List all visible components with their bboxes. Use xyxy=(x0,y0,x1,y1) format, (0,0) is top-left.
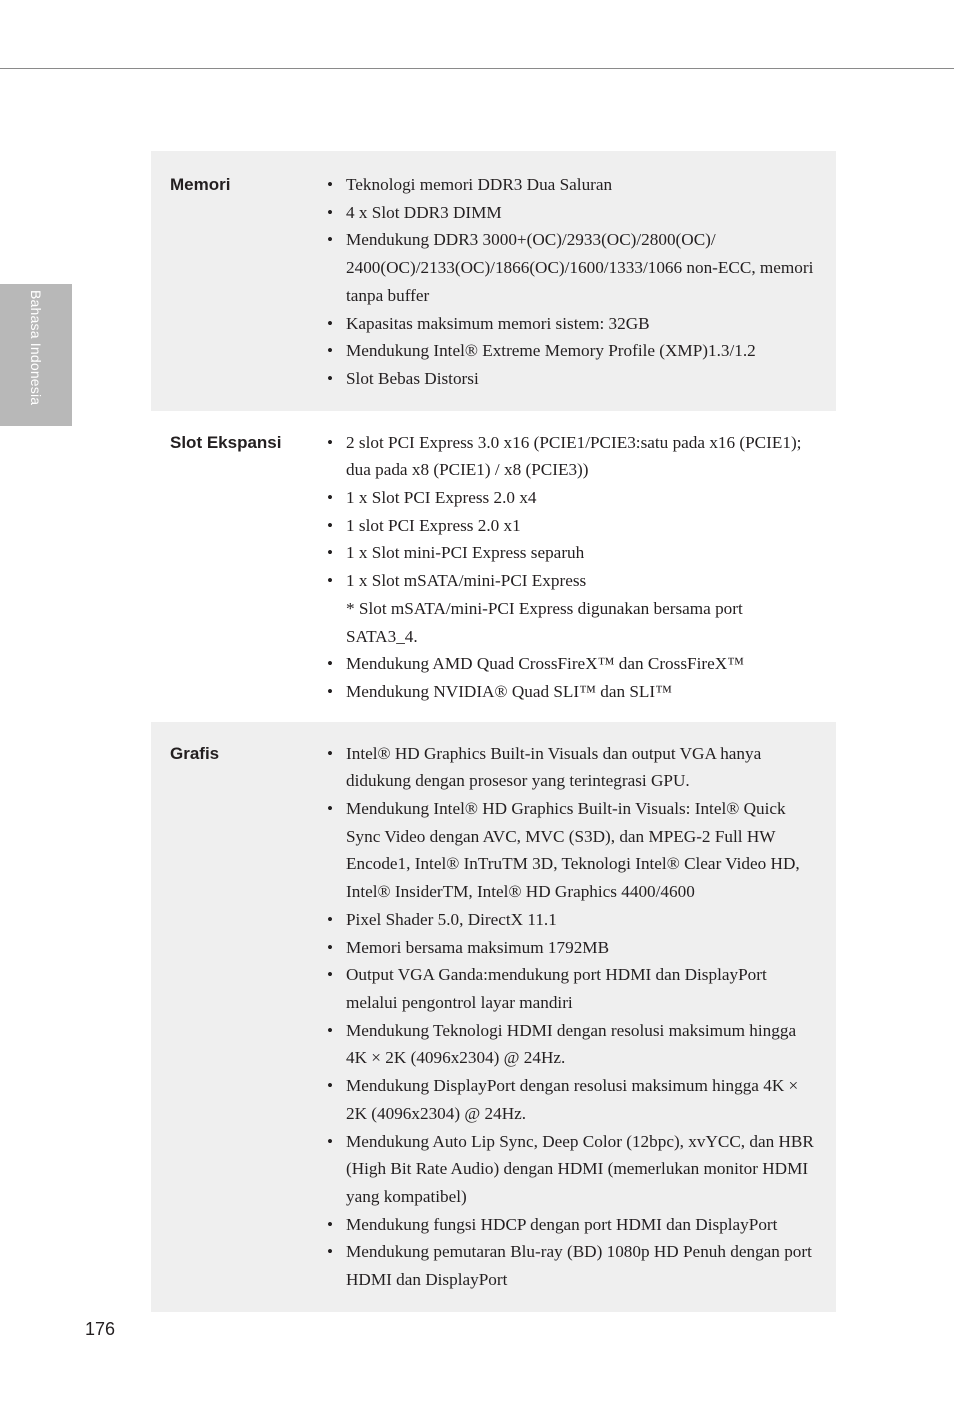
spec-item: • Mendukung Teknologi HDMI dengan resolusi maksimum hingga 4K × 2K (4096x2304) @ 24Hz. xyxy=(327,1017,814,1072)
spec-item: • Mendukung DisplayPort dengan resolusi maksimum hingga 4K × 2K (4096x2304) @ 24Hz. xyxy=(327,1072,814,1127)
spec-item: • Mendukung DDR3 3000+(OC)/2933(OC)/2800(OC)/ 2400(OC)/2133(OC)/1866(OC)/1600/1333/1066 non-ECC, memori tanpa buffer xyxy=(327,226,814,309)
spec-section-slot-ekspansi xyxy=(151,411,836,722)
spec-item: • Kapasitas maksimum memori sistem: 32GB xyxy=(327,310,814,338)
spec-item: • 1 x Slot mSATA/mini-PCI Express xyxy=(327,567,814,595)
spec-item: • Memori bersama maksimum 1792MB xyxy=(327,934,814,962)
spec-item: • Output VGA Ganda:mendukung port HDMI dan DisplayPort melalui pengontrol layar mandiri xyxy=(327,961,814,1016)
spec-item: • 1 x Slot PCI Express 2.0 x4 xyxy=(327,484,814,512)
spec-item: • Mendukung Intel® HD Graphics Built-in Visuals: Intel® Quick Sync Video dengan AVC, MVC (S3D), dan MPEG-2 Full HW Encode1, Intel® InTruTM 3D, Teknologi Intel® Clear Video HD, Intel® InsiderTM, Intel® HD Graphics 4400/4600 xyxy=(327,795,814,906)
spec-label: Memori xyxy=(170,175,231,194)
spec-list xyxy=(327,171,814,393)
spec-section-memori xyxy=(151,151,836,411)
spec-item: • 2 slot PCI Express 3.0 x16 (PCIE1/PCIE3:satu pada x16 (PCIE1); dua pada x8 (PCIE1) / x8 (PCIE3)) xyxy=(327,429,814,484)
spec-item: • Pixel Shader 5.0, DirectX 11.1 xyxy=(327,906,814,934)
spec-label: Grafis xyxy=(170,743,220,763)
spec-item: • Teknologi memori DDR3 Dua Saluran xyxy=(327,171,814,199)
spec-item: • Intel® HD Graphics Built-in Visuals dan output VGA hanya didukung dengan prosesor yang terintegrasi GPU. xyxy=(327,740,814,795)
spec-item: • 4 x Slot DDR3 DIMM xyxy=(327,199,814,227)
spec-item: • 1 x Slot mini-PCI Express separuh xyxy=(327,539,814,567)
spec-list xyxy=(327,740,814,1294)
spec-item: • Slot Bebas Distorsi xyxy=(327,365,814,393)
side-tab-label: Bahasa Indonesia xyxy=(28,290,44,406)
spec-section-grafis xyxy=(151,722,836,1312)
spec-note: * Slot mSATA/mini-PCI Express digunakan bersama port SATA3_4. xyxy=(346,598,743,646)
spec-item: • 1 slot PCI Express 2.0 x1 xyxy=(327,512,814,540)
spec-item: • Mendukung Auto Lip Sync, Deep Color (12bpc), xvYCC, dan HBR (High Bit Rate Audio) dengan HDMI (memerlukan monitor HDMI yang kompatibel) xyxy=(327,1128,814,1211)
spec-label: Slot Ekspansi xyxy=(170,432,282,452)
spec-table xyxy=(151,151,836,1312)
page-number: 176 xyxy=(85,1319,116,1339)
spec-item: • Mendukung pemutaran Blu-ray (BD) 1080p HD Penuh dengan port HDMI dan DisplayPort xyxy=(327,1238,814,1293)
spec-item: • Mendukung fungsi HDCP dengan port HDMI dan DisplayPort xyxy=(327,1211,814,1239)
spec-item: • Mendukung Intel® Extreme Memory Profile (XMP)1.3/1.2 xyxy=(327,337,814,365)
spec-item: • Mendukung NVIDIA® Quad SLI™ dan SLI™ xyxy=(327,678,814,706)
spec-item: • Mendukung AMD Quad CrossFireX™ dan CrossFireX™ xyxy=(327,650,814,678)
spec-list xyxy=(327,429,814,706)
language-side-tab xyxy=(0,284,72,426)
header-rule xyxy=(0,68,954,69)
